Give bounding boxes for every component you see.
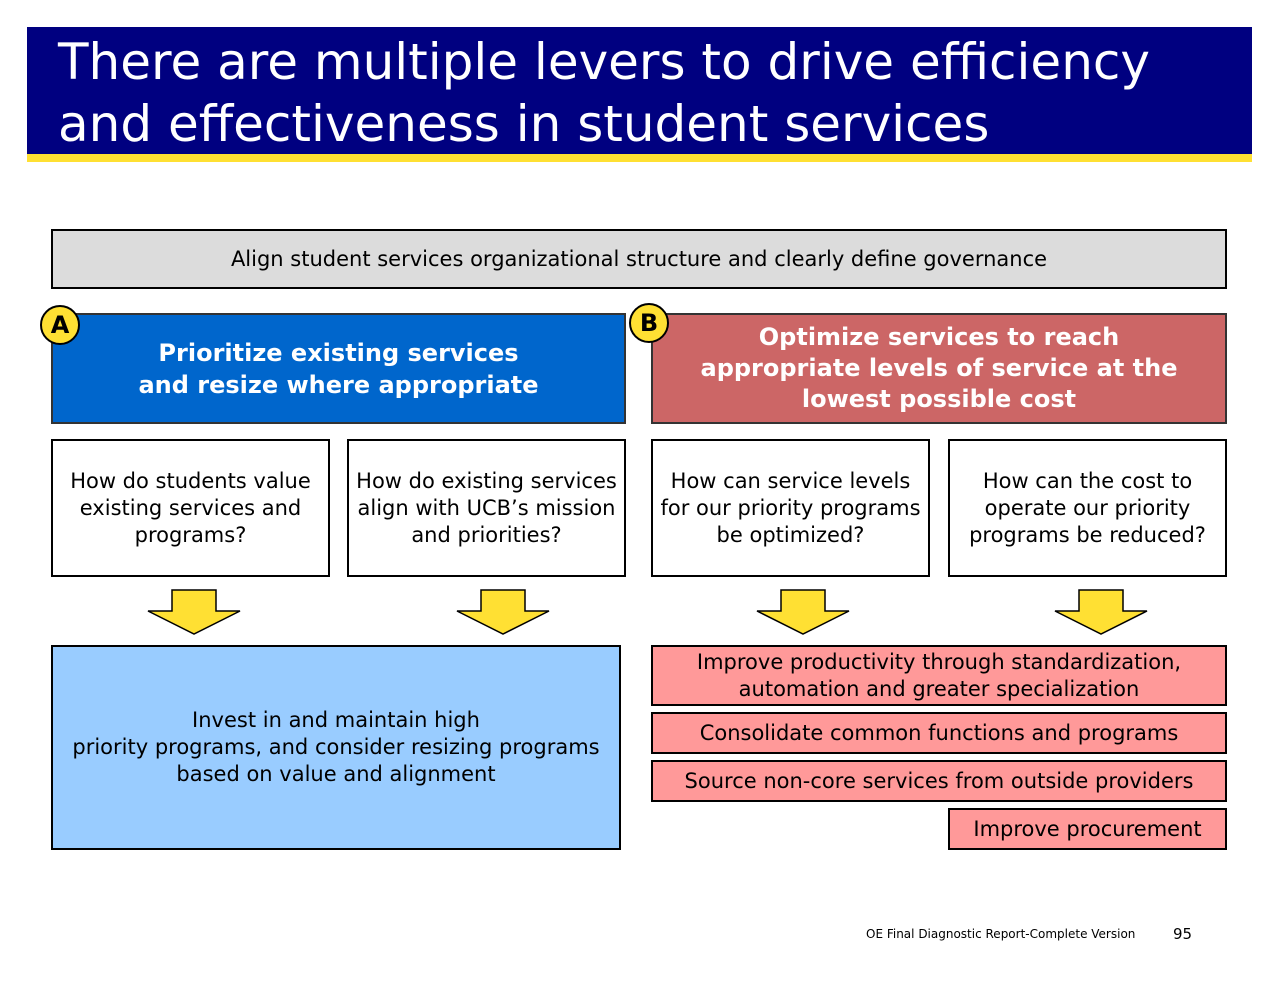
outcome-improve-productivity: Improve productivity through standardization, automation and greater specialization [651, 645, 1227, 706]
down-arrow-icon [1053, 589, 1149, 635]
slide-title: There are multiple levers to drive efficiency and effectiveness in student services [58, 33, 1150, 153]
lever-b-heading: Optimize services to reach appropriate levels of service at the lowest possible cost [651, 313, 1227, 424]
page-number: 95 [1173, 925, 1193, 943]
lever-b-badge: B [629, 303, 669, 343]
footer-report-name: OE Final Diagnostic Report-Complete Version [866, 927, 1136, 941]
question-cost-reduction: How can the cost to operate our priority programs be reduced? [948, 439, 1227, 577]
outcome-improve-procurement: Improve procurement [948, 808, 1227, 850]
lever-a-outcome: Invest in and maintain high priority programs, and consider resizing programs based on value and alignment [51, 645, 621, 850]
outcome-source-providers: Source non-core services from outside providers [651, 760, 1227, 802]
question-service-levels: How can service levels for our priority programs be optimized? [651, 439, 930, 577]
governance-banner: Align student services organizational structure and clearly define governance [51, 229, 1227, 289]
lever-a-badge: A [40, 305, 80, 345]
question-mission-alignment: How do existing services align with UCB’s mission and priorities? [347, 439, 626, 577]
down-arrow-icon [755, 589, 851, 635]
question-student-value: How do students value existing services and programs? [51, 439, 330, 577]
outcome-consolidate-functions: Consolidate common functions and programs [651, 712, 1227, 754]
down-arrow-icon [455, 589, 551, 635]
lever-a-heading: Prioritize existing services and resize where appropriate [51, 313, 626, 424]
down-arrow-icon [146, 589, 242, 635]
